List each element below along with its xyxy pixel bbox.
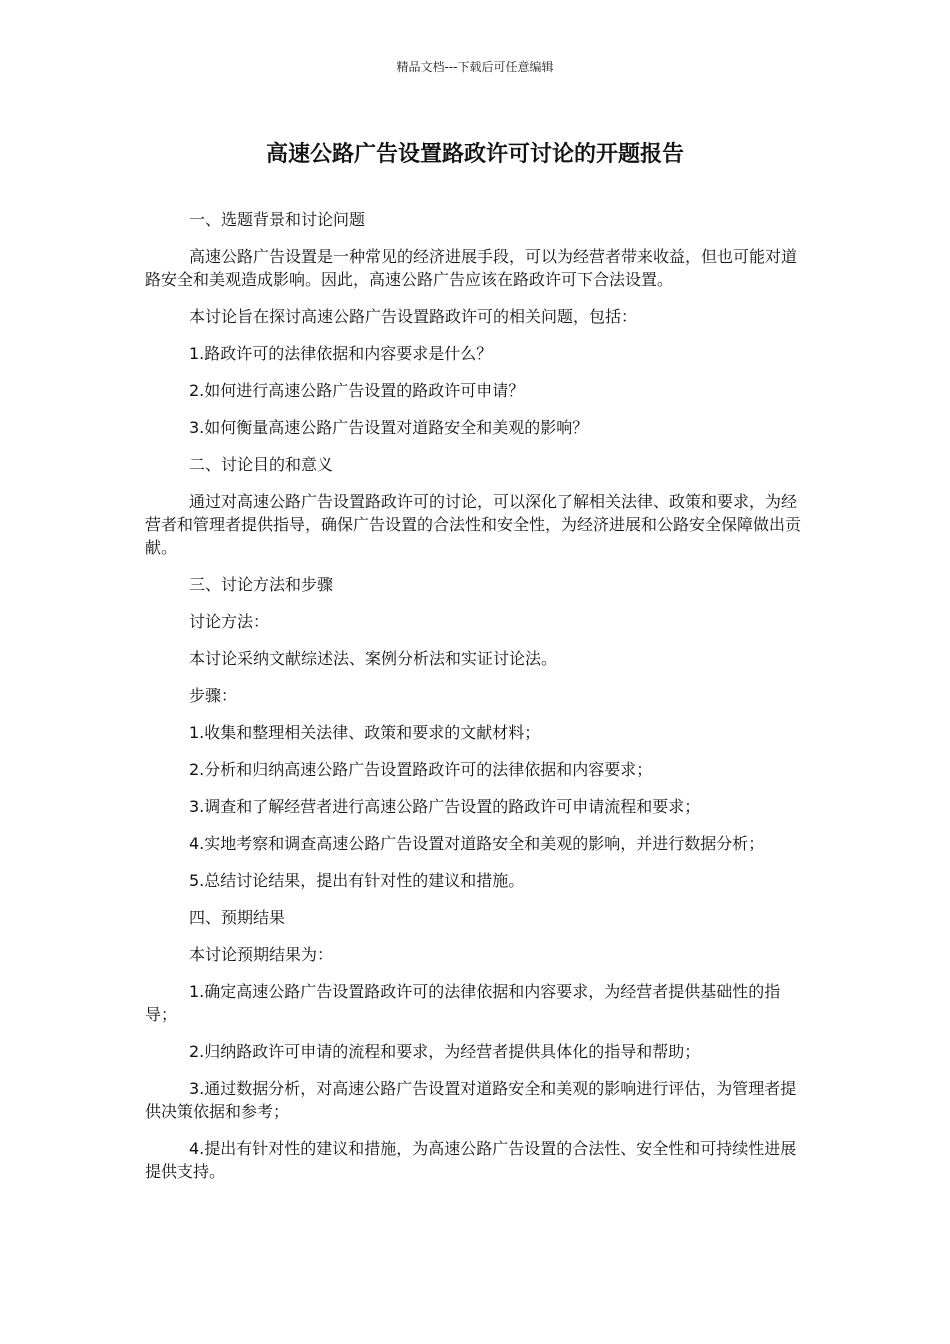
list-item: 1.路政许可的法律依据和内容要求是什么？ — [189, 344, 493, 363]
page-header: 精品文档---下载后可任意编辑 — [396, 60, 554, 74]
paragraph: 通过对高速公路广告设置路政许可的讨论，可以深化了解相关法律、政策和要求，为经营者和管理者提供指导，确保广告设置的合法性和安全性，为经济进展和公路安全保障做出贡献。 — [145, 492, 802, 557]
paragraph: 步骤： — [189, 686, 238, 705]
section-heading: 二、讨论目的和意义 — [189, 455, 334, 474]
section-heading: 三、讨论方法和步骤 — [189, 575, 334, 594]
list-item: 4.实地考察和调查高速公路广告设置对道路安全和美观的影响，并进行数据分析； — [189, 834, 765, 853]
section-heading: 一、选题背景和讨论问题 — [189, 210, 366, 229]
list-item: 1.收集和整理相关法律、政策和要求的文献材料； — [189, 723, 541, 742]
list-item: 5.总结讨论结果，提出有针对性的建议和措施。 — [189, 871, 525, 890]
list-item: 3.调查和了解经营者进行高速公路广告设置的路政许可申请流程和要求； — [189, 797, 701, 816]
list-item: 3.通过数据分析，对高速公路广告设置对道路安全和美观的影响进行评估，为管理者提供决策依据和参考； — [145, 1079, 797, 1121]
list-item: 3.如何衡量高速公路广告设置对道路安全和美观的影响？ — [189, 418, 589, 437]
section-heading: 四、预期结果 — [189, 908, 286, 927]
document-title: 高速公路广告设置路政许可讨论的开题报告 — [265, 142, 684, 167]
paragraph: 讨论方法： — [189, 612, 270, 631]
paragraph: 高速公路广告设置是一种常见的经济进展手段，可以为经营者带来收益，但也可能对道路安全和美观造成影响。因此，高速公路广告应该在路政许可下合法设置。 — [145, 247, 798, 289]
paragraph: 本讨论旨在探讨高速公路广告设置路政许可的相关问题，包括： — [189, 307, 638, 326]
list-item: 2.归纳路政许可申请的流程和要求，为经营者提供具体化的指导和帮助； — [189, 1042, 701, 1061]
list-item: 2.如何进行高速公路广告设置的路政许可申请？ — [189, 381, 525, 400]
paragraph: 本讨论采纳文献综述法、案例分析法和实证讨论法。 — [189, 649, 558, 668]
list-item: 2.分析和归纳高速公路广告设置路政许可的法律依据和内容要求； — [189, 760, 653, 779]
list-item: 4.提出有针对性的建议和措施，为高速公路广告设置的合法性、安全性和可持续性进展提供支持。 — [145, 1139, 797, 1181]
paragraph: 本讨论预期结果为： — [189, 945, 334, 964]
document-body — [145, 208, 810, 1197]
list-item: 1.确定高速公路广告设置路政许可的法律依据和内容要求，为经营者提供基础性的指导； — [145, 982, 781, 1024]
